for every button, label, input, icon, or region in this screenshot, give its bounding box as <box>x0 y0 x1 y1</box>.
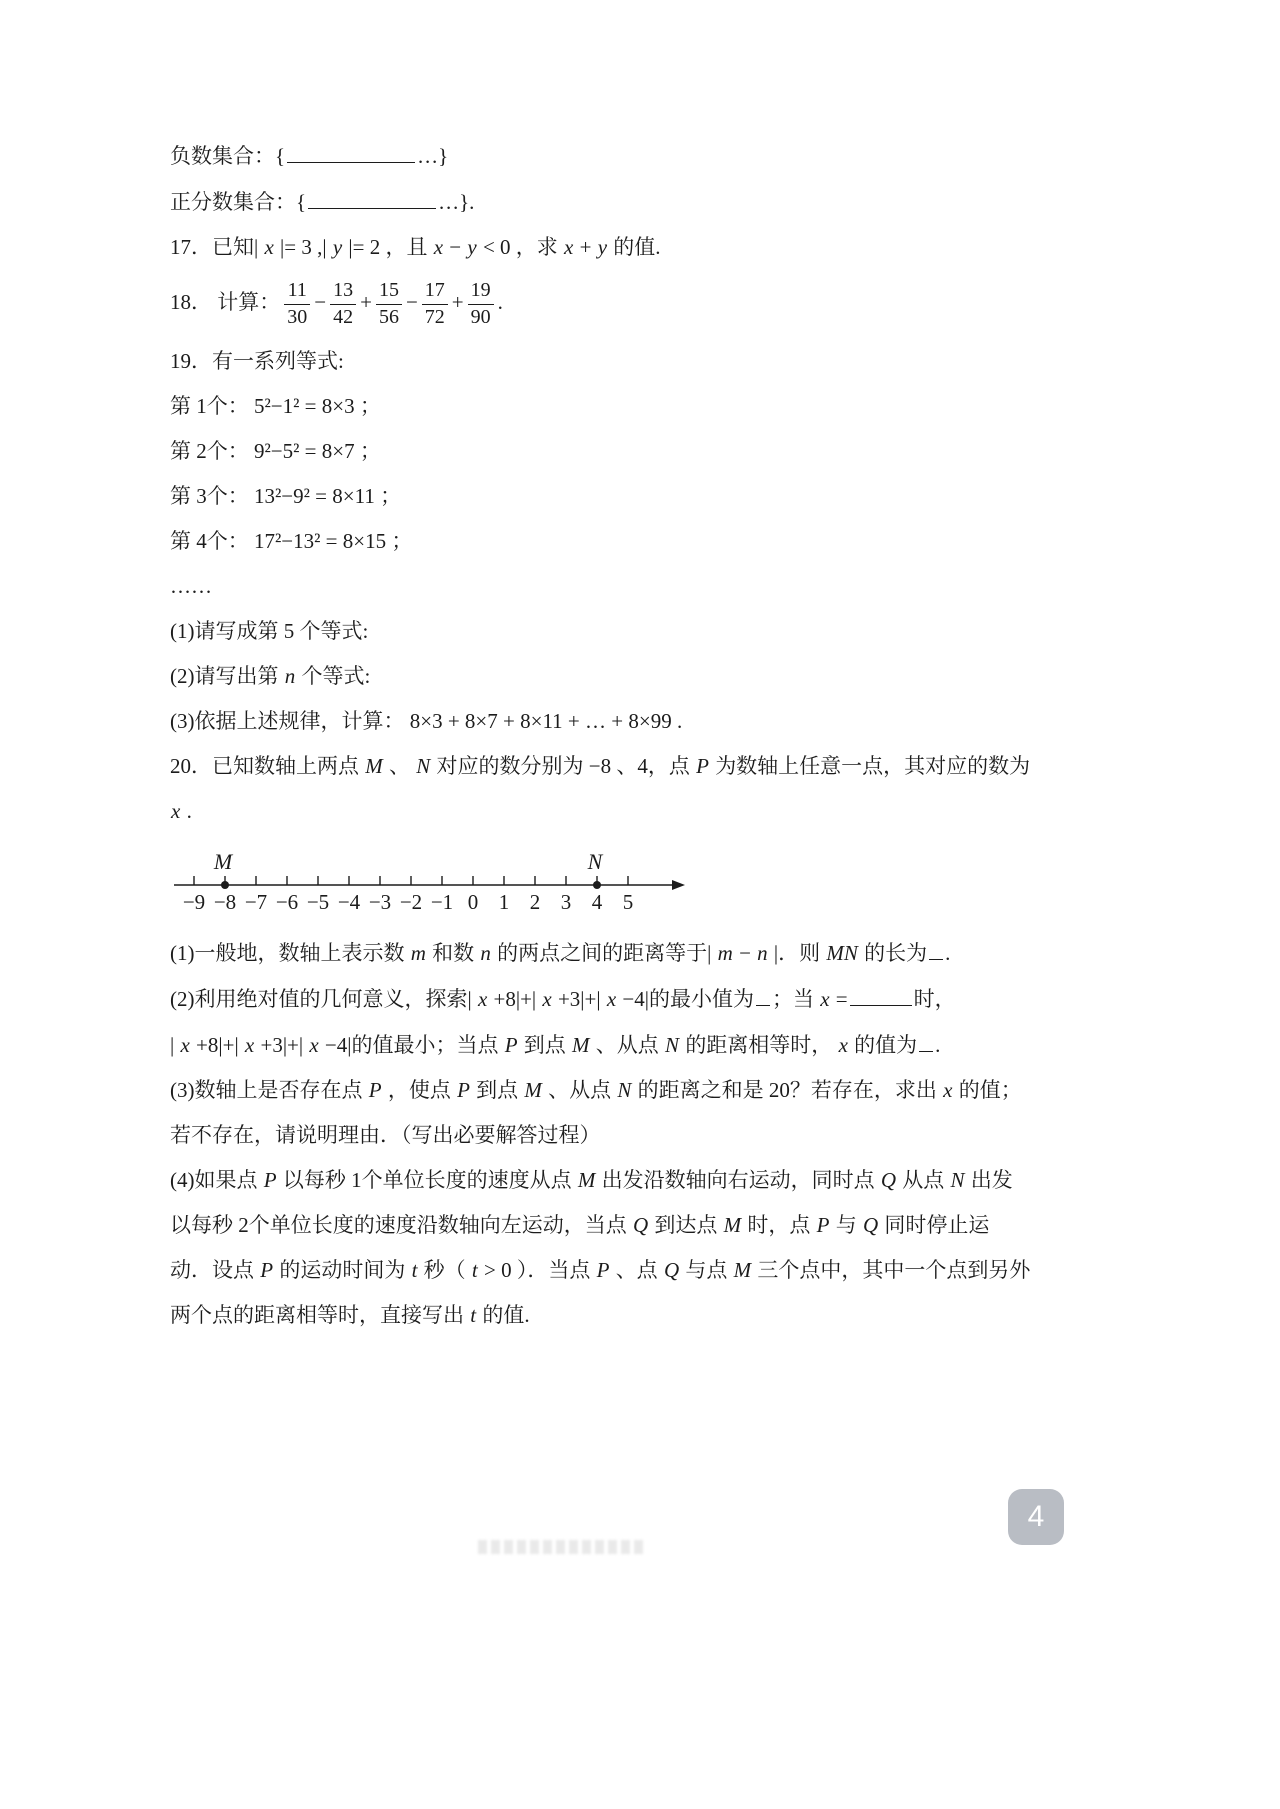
fraction <box>468 279 494 329</box>
math-variable: P <box>457 1078 470 1103</box>
negative-set-line <box>170 142 1000 169</box>
math-variable: n <box>284 664 296 689</box>
math-variable: x <box>309 1033 319 1058</box>
math-variable: M <box>577 1168 596 1193</box>
math-variable: M <box>723 1213 742 1238</box>
text-run: …} <box>417 144 449 168</box>
tick-label: −8 <box>213 890 237 915</box>
math-variable: P <box>696 754 709 779</box>
fraction <box>284 279 310 329</box>
fraction-numerator: 17 <box>422 279 448 305</box>
text-run: − <box>314 289 327 314</box>
q20-sub3b <box>170 1122 1000 1148</box>
text-run: 正分数集合：{ <box>170 190 307 214</box>
math-variable: m <box>410 941 426 966</box>
page-number-badge <box>1008 1489 1064 1545</box>
tick-label: −3 <box>368 890 392 915</box>
math-variable: x <box>564 235 574 259</box>
tick-label: −6 <box>275 890 299 915</box>
math-variable: P <box>504 1033 518 1058</box>
fraction <box>422 279 448 329</box>
math-variable: x <box>264 235 274 259</box>
math-variable: m <box>717 941 733 966</box>
problem-17-line <box>170 234 1000 260</box>
text-run: 以每秒 2个单位长度的速度沿数轴向左运动，当点 Q 到达点 M 时，点 P 与 Q 同时停止运 <box>170 1213 990 1238</box>
tick-label: −1 <box>430 890 454 915</box>
math-variable: P <box>263 1168 277 1193</box>
q20-sub2a <box>170 985 1000 1012</box>
math-variable: x <box>433 235 444 259</box>
tick-label: 3 <box>560 890 572 915</box>
text-run: 17．已知| x |= 3 ,| y |= 2 ，且 x − y < 0 ，求 x + y 的值. <box>170 235 661 259</box>
math-variable: P <box>368 1078 382 1103</box>
text-run: (3)依据上述规律，计算： 8×3 + 8×7 + 8×11 + … + 8×99 . <box>170 709 683 734</box>
math-variable: n <box>757 941 768 966</box>
math-variable: x <box>943 1078 953 1103</box>
text-run: 时， <box>913 987 956 1012</box>
fraction-numerator: 19 <box>468 279 494 305</box>
text-run: . <box>935 1033 941 1058</box>
math-variable: t <box>411 1258 418 1283</box>
math-variable: N <box>416 754 431 779</box>
tick-label: −9 <box>182 890 206 915</box>
math-variable: x <box>171 799 181 824</box>
fraction-denominator: 30 <box>287 305 308 328</box>
math-variable: x <box>477 987 488 1012</box>
math-variable: t <box>470 1303 477 1328</box>
text-run: | x +8|+| x +3|+| x −4|的值最小；当点 P 到点 M 、从点 N 的距离相等时， x 的值为 <box>170 1033 918 1058</box>
text-run: + <box>360 289 372 314</box>
text-run: (3)数轴上是否存在点 P ，使点 P 到点 M 、从点 N 的距离之和是 20？若存在，求出 x 的值； <box>170 1078 1022 1103</box>
math-variable: y <box>332 235 343 259</box>
text-run: . <box>945 941 951 966</box>
math-variable: M <box>733 1258 752 1283</box>
math-variable: N <box>617 1078 632 1103</box>
text-run: 第 3个： 13²−9² = 8×11 ； <box>170 484 402 509</box>
text-run: 第 2个： 9²−5² = 8×7 ； <box>170 439 381 464</box>
problem-20-line <box>170 753 1031 779</box>
fraction-numerator: 13 <box>330 279 356 305</box>
fraction-denominator: 56 <box>378 305 399 328</box>
tick-label: −7 <box>244 890 268 915</box>
text-run: 动．设点 P 的运动时间为 t 秒（ t > 0 ）．当点 P 、点 Q 与点 M 三个点中，其中一个点到另外 <box>170 1258 1031 1283</box>
q19-sub1 <box>170 618 1000 644</box>
text-run: (2)请写出第 n 个等式: <box>170 664 371 689</box>
fraction-numerator: 15 <box>376 279 402 305</box>
tick-label: 0 <box>467 890 479 915</box>
math-variable: N <box>950 1168 965 1193</box>
point-label-M: M <box>213 849 233 875</box>
positive-fraction-set-line <box>170 188 1000 215</box>
math-variable: M <box>365 754 383 779</box>
faint-watermark <box>478 1540 646 1554</box>
text-run: 负数集合：{ <box>170 144 286 168</box>
page-number: 4 <box>1027 1500 1045 1533</box>
tick-label: 4 <box>591 890 603 915</box>
problem-19-line <box>170 348 1000 374</box>
tick-label: 1 <box>498 890 510 915</box>
q19-sub3 <box>170 708 1000 734</box>
text-run: ；当 x = <box>771 987 848 1012</box>
math-variable: y <box>467 235 477 259</box>
point-label-N: N <box>587 849 603 875</box>
math-variable: x <box>542 987 552 1012</box>
fraction-denominator: 90 <box>470 305 491 328</box>
number-line-svg <box>170 843 690 919</box>
math-variable: P <box>816 1213 830 1238</box>
math-variable: x <box>180 1033 190 1058</box>
point-dot-N <box>593 881 601 889</box>
math-variable: M <box>572 1033 590 1058</box>
math-variable: P <box>596 1258 610 1283</box>
answer-blank <box>919 1031 933 1052</box>
text-run: + <box>451 289 464 314</box>
answer-blank <box>850 985 912 1006</box>
series-item-4 <box>170 528 1000 554</box>
text-run: 两个点的距离相等时，直接写出 t 的值. <box>170 1303 530 1328</box>
math-variable: x <box>838 1033 848 1058</box>
answer-blank <box>929 939 943 960</box>
axis-arrowhead <box>672 880 685 890</box>
math-variable: t <box>471 1258 478 1283</box>
math-variable: Q <box>863 1213 879 1238</box>
problem-20-x-line <box>170 798 1000 824</box>
text-run: …… <box>170 574 212 599</box>
math-variable: Q <box>880 1168 896 1193</box>
text-run: 第 4个： 17²−13² = 8×15 ； <box>170 529 413 554</box>
text-run: (1)一般地，数轴上表示数 m 和数 n 的两点之间的距离等于| m − n |．则 MN 的长为 <box>170 941 928 966</box>
problem-18-line <box>170 279 1000 329</box>
text-run: (1)请写成第 5 个等式: <box>170 619 369 644</box>
q20-sub1 <box>170 939 1000 966</box>
text-run: (2)利用绝对值的几何意义，探索| x +8|+| x +3|+| x −4|的最小值为 <box>170 987 754 1012</box>
q20-sub4d <box>170 1302 1000 1328</box>
math-variable: x <box>244 1033 255 1058</box>
text-run: 20．已知数轴上两点 M 、 N 对应的数分别为 −8 、4，点 P 为数轴上任意一点，其对应的数为 <box>170 754 1031 779</box>
answer-blank <box>287 142 415 163</box>
tick-label: −5 <box>306 890 330 915</box>
fraction <box>376 279 402 329</box>
math-variable: x <box>820 987 830 1012</box>
text-run: 18． 计算： <box>170 289 281 314</box>
math-variable: N <box>665 1033 680 1058</box>
answer-blank <box>308 188 436 209</box>
math-variable: M <box>524 1078 542 1103</box>
tick-label: −2 <box>399 890 423 915</box>
answer-blank <box>756 985 770 1006</box>
text-run: . <box>497 289 503 314</box>
fraction-numerator: 11 <box>284 279 310 305</box>
tick-label: 5 <box>622 890 634 915</box>
series-item-2 <box>170 438 1000 464</box>
q20-sub4b <box>170 1212 1000 1238</box>
text-run: 第 1个： 5²−1² = 8×3 ； <box>170 394 381 419</box>
point-dot-M <box>221 881 229 889</box>
series-item-3 <box>170 483 1000 509</box>
math-variable: MN <box>826 941 858 966</box>
tick-label: −4 <box>337 890 361 915</box>
math-variable: x <box>606 987 617 1012</box>
fraction-denominator: 72 <box>424 305 445 328</box>
math-variable: y <box>597 235 608 259</box>
text-run: x . <box>171 799 192 824</box>
q20-sub4c <box>170 1257 1031 1283</box>
document-body <box>170 142 1031 1347</box>
series-ellipsis <box>170 573 1000 599</box>
number-line-figure <box>170 843 1000 925</box>
math-variable: n <box>480 941 491 966</box>
fraction <box>330 279 356 329</box>
math-variable: Q <box>633 1213 649 1238</box>
text-run: − <box>405 289 418 314</box>
q20-sub2b <box>170 1031 1000 1058</box>
text-run: …}. <box>438 190 475 214</box>
q20-sub4a <box>170 1167 1013 1193</box>
q20-sub3a <box>170 1077 1022 1103</box>
fraction-denominator: 42 <box>333 305 354 328</box>
series-item-1 <box>170 393 1000 419</box>
text-run: (4)如果点 P 以每秒 1个单位长度的速度从点 M 出发沿数轴向右运动，同时点 Q 从点 N 出发 <box>170 1168 1013 1193</box>
math-variable: P <box>260 1258 274 1283</box>
math-variable: Q <box>663 1258 680 1283</box>
q19-sub2 <box>170 663 1000 689</box>
text-run: 19．有一系列等式: <box>170 349 344 374</box>
text-run: 若不存在，请说明理由．（写出必要解答过程） <box>170 1123 601 1148</box>
tick-label: 2 <box>529 890 541 915</box>
